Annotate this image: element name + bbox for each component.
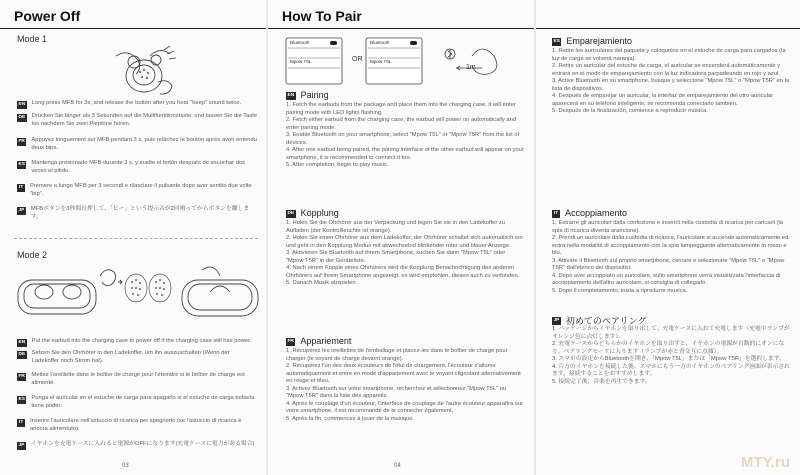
step-item: 5. 接続完了後、音楽を再生できます。 [552, 378, 651, 385]
section-title: Accoppiamento [565, 208, 628, 218]
step-item: 2. Holen Sie einen Ohrhörer aus dem Ladekoffer, der Ohrhörer schaltet sich automatisch ein und geht in den Kopplung Modus mit abwechselnd blinkender roter und blauer Anzeige. [286, 235, 523, 249]
page-how-to-pair [268, 0, 534, 475]
step-item: 2. Prendi un auricolare dalla custodia di ricarica, l'auricolare si accende automaticamente ed entra nella modalità di accoppiamento con la spia lampeggiante alternativamente in rosso e blu. [552, 235, 789, 256]
section-title: Pairing [300, 90, 329, 100]
language-badge: IT [18, 185, 24, 190]
distance-label: 1m [466, 64, 476, 71]
step-item: 3. Enable Bluetooth on your smartphone, select "Mpow T5L" or "Mpow T5R" from the list of devices. [286, 132, 520, 146]
step-item: 4. Nach einem Kopple eines Ohrhörers wird die Kopplung Benachrichtigung des anderen Ohrhörers auf Ihrem Smartphone angezeigt, es wird empfohlen, diesen auch zu verbinden. [286, 265, 520, 279]
header-rule [268, 28, 534, 29]
section-title: Kopplung [300, 208, 339, 218]
page-title: How To Pair [282, 8, 362, 24]
step-item: 5. Danach Musik abspielen. [286, 280, 358, 286]
watermark-logo: MTY.ru [740, 454, 790, 471]
step-item: 5. Después de la finalización, comience a reproducir música. [552, 108, 708, 114]
step-item: 4. Après le couplage d'un écouteur, l'interface de couplage de l'autre écouteur apparaîtra sur votre smartphone, il est recommandé de le connecter également. [286, 400, 523, 414]
section-title: Appariement [300, 336, 352, 346]
instruction-text: MFBボタンを3秒間長押して、「ピー」という提示音が2回鳴ってからボタンを離します。 [30, 206, 250, 220]
page-header [0, 0, 266, 32]
appariement-section-header [286, 336, 351, 346]
page-pairing-continued [536, 0, 800, 475]
language-badge: IT [18, 420, 24, 425]
instruction-text: Premere a lungo MFB per 3 secondi e rilasciare il pulsante dopo aver sentito due volte "bip". [30, 183, 252, 197]
step-item: 3. Active Bluetooth en su smartphone, busque y seleccione "Mpow T5L" o "Mpow T5R" en la lista de dispositivos. [552, 78, 790, 92]
step-item: 2. Récupérez l'un des deux écouteurs de l'étui de chargement, l'écouteur s'allume automatiquement et entre en mode d'appariement avec le voyant clignotant alternativement en rouge et bleu. [286, 363, 521, 384]
mode1-instruction-jp [17, 206, 258, 221]
mode2-instruction-jp [17, 441, 258, 450]
step-item: 5. After completion, begin to play music. [286, 162, 389, 168]
jp-pairing-steps [552, 326, 790, 386]
step-item: 2. Retire un auricular del estuche de carga, el auricular se encenderá automáticamente y entrará en el modo de emparejamiento con la luz indicadora parpadeando en rojo y azul. [552, 63, 781, 77]
instruction-text: Mettez l'oreillette dans le boîtier de charge pour l'éteindre si le boîtier de charge est alimenté. [31, 372, 245, 386]
emparejamiento-steps [552, 48, 790, 116]
page-number: 04 [394, 463, 401, 469]
step-item: 4. Dopo aver accoppiato un auricolare, sullo smartphone verrà visualizzata l'interfaccia di accoppiamento dell'altro auricolare, si consiglia di collegarlo. [552, 272, 781, 286]
page-title: Power Off [14, 8, 81, 24]
language-badge: EN [18, 102, 26, 107]
step-item: 1. Récupérez les oreillettes de l'emballage et placez-les dans le boîtier de charge pour charger (le voyant de charge devient orange). [286, 348, 508, 362]
step-item: 4. 片方のイヤホンを接続した後、スマホにもう一方のイヤホンのペアリング画面が表示されます。接続することをおすすめします。 [552, 363, 790, 377]
instruction-text: Inserire l'auricolare nell'astuccio di ricarica per spegnerlo (se l'astuccio di ricarica è ancora alimentato). [30, 418, 242, 432]
section-title: 初めてのペアリング [565, 316, 647, 326]
step-item: 4. After one earbud being paired, the pairing interface of the other earbud will appear on your smartphone, it is recommended to connect it too. [286, 147, 524, 161]
pairing-section-header [286, 90, 329, 100]
emparejamiento-section-header [552, 36, 632, 46]
mode2-instruction-es [17, 395, 258, 410]
language-badge: JP [18, 208, 25, 213]
language-badge: JP [553, 318, 560, 323]
step-item: 5. Dopo il completamento, inizia a riprodurre musica. [552, 287, 688, 294]
language-badge: ES [553, 38, 560, 44]
language-badge: JP [18, 443, 25, 448]
page-number: 03 [122, 463, 129, 469]
language-badge: ES [18, 397, 25, 402]
step-item: 1. Holen Sie die Ohrhörer aus der Verpackung und legen Sie sie in den Ladekoffer zu Aufladen (der Kontrollleuchte ist orange). [286, 220, 506, 234]
mode1-illustration [60, 42, 230, 100]
mode1-instruction-de [17, 113, 258, 128]
header-rule [536, 28, 800, 29]
device-name-left: Mpow T5L [290, 59, 312, 64]
kopplung-section-header [286, 208, 339, 218]
pairing-illustration [284, 36, 524, 88]
step-item: 3. Aktivieren Sie Bluetooth auf Ihrem Smartphone, suchen Sie dann "Mpow T5L" oder "Mpow T5R" in der Geräteliste. [286, 250, 506, 264]
step-item: 3. Attivare il Bluetooth sul proprio smartphone, cercare e selezionare "Mpow T5L" o "Mpow T5R" dall'elenco dei dispositivi. [552, 257, 785, 271]
page-header [536, 0, 800, 32]
step-item: 1. Fetch the earbuds from the package and place them into the charging case, it will enter pairing mode with LED lights flashing. [286, 102, 516, 116]
language-badge: DE [18, 115, 26, 120]
device-name-right: Mpow T5L [370, 59, 392, 64]
header-rule [0, 28, 266, 29]
mode1-instruction-en [17, 100, 258, 109]
kopplung-steps [286, 220, 524, 288]
mode2-illustration [14, 262, 262, 324]
step-item: 1. Estrarre gli auricolari dalla confezione e inserirli nella custodia di ricarica per caricarli (la spia di ricarica diventa arancione). [552, 220, 784, 234]
mode2-instruction-fr [17, 372, 258, 387]
language-badge: DE [18, 352, 26, 357]
instruction-text: Mantenga presionado MFB durante 3 s, y suelte el botón después de escuchar dos veces el pitido. [31, 160, 246, 174]
or-label: OR [352, 56, 363, 63]
step-item: 3. スマホの設定からBluetoothを開き、「Mpow T5L」または「Mpow T5R」を選択します。 [552, 356, 785, 362]
language-badge: EN [18, 340, 26, 345]
step-item: 3. Activez Bluetooth sur votre smartphone, recherchez et sélectionnez "Mpow T5L" ou "Mpow T5R" dans la liste des appareils. [286, 385, 507, 399]
instruction-text: Ponga el auricular en el estuche de carga para apagarlo si el estuche de carga todavía tiene poder. [31, 395, 255, 409]
language-badge: ES [18, 162, 25, 167]
instruction-text: Drücken Sie länger als 3 Sekunden auf die Multifunktionstaste, und lassen Sie die Taste los nachdem Sie zwei Pieptöne hören. [31, 113, 258, 127]
step-item: 1. Retire los auriculares del paquete y colóquelos en el estuche de carga para cargarlos (la luz de carga se volverá naranja). [552, 48, 786, 62]
page-header [268, 0, 534, 32]
language-badge: FR [287, 338, 294, 344]
instruction-text: Long press MFB for 3s, and release the button after you hear "beep" sound twice. [31, 100, 242, 106]
step-item: 2. 充電ケースからどちらかのイヤホンを取り出すと、イヤホンの電源が自動的にオンになり、ペアリングモードに入ります（ランプが赤と青交互に点滅）。 [552, 341, 785, 355]
language-badge: FR [18, 374, 25, 379]
accoppiamento-steps [552, 220, 790, 295]
mode1-label: Mode 1 [17, 34, 48, 44]
mode1-instruction-es [17, 160, 258, 175]
accoppiamento-section-header [552, 208, 627, 218]
language-badge: DE [287, 210, 295, 216]
language-badge: EN [287, 92, 295, 98]
instruction-text: イヤホンを充電ケースに入れると電源がOFFになります(充電ケースに電力がある場合) [30, 441, 255, 447]
phone-screen-label: Bluetooth [290, 40, 310, 45]
phone-screen-label: Bluetooth [370, 40, 390, 45]
section-title: Emparejamiento [566, 36, 632, 46]
instruction-text: Appuyez longuement sur MFB pendant 3 s, puis relâchez le bouton après avoir entendu deux bips. [31, 137, 257, 151]
step-item: 1. パッケージからイヤホンを取り出して、充電ケースに入れて充電します（充電中ランプがオレンジ色に点灯します）。 [552, 326, 790, 340]
instruction-text: Setzen Sie den Ohrhörer in den Ladekoffer, um ihn auszuschalten (Wenn der Ladekoffer noch Strom hat). [31, 350, 230, 364]
mode2-instruction-en [17, 338, 258, 347]
section-divider [14, 238, 258, 239]
language-badge: FR [18, 139, 25, 144]
language-badge: IT [553, 210, 559, 216]
mode1-instruction-fr [17, 137, 258, 152]
mode2-instruction-it [17, 418, 258, 433]
step-item: 4. Después de emparejar un auricular, la interfaz de emparejamiento del otro auricular aparecerá en su teléfono inteligente, se recomienda conectarlo también. [552, 93, 774, 107]
step-item: 5. Après la fin, commencez à jouer de la musique. [286, 415, 415, 422]
pairing-steps [286, 102, 524, 170]
page-power-off [0, 0, 266, 475]
instruction-text: Put the earbud into the charging case to power off if the charging case still has power. [31, 338, 252, 344]
appariement-steps [286, 348, 524, 423]
mode2-instruction-de [17, 350, 258, 365]
mode1-instruction-it [17, 183, 258, 198]
step-item: 2. Fetch either earbud from the charging case, the earbud will power on automatically and enter pairing mode. [286, 117, 517, 131]
mode2-label: Mode 2 [17, 250, 48, 260]
